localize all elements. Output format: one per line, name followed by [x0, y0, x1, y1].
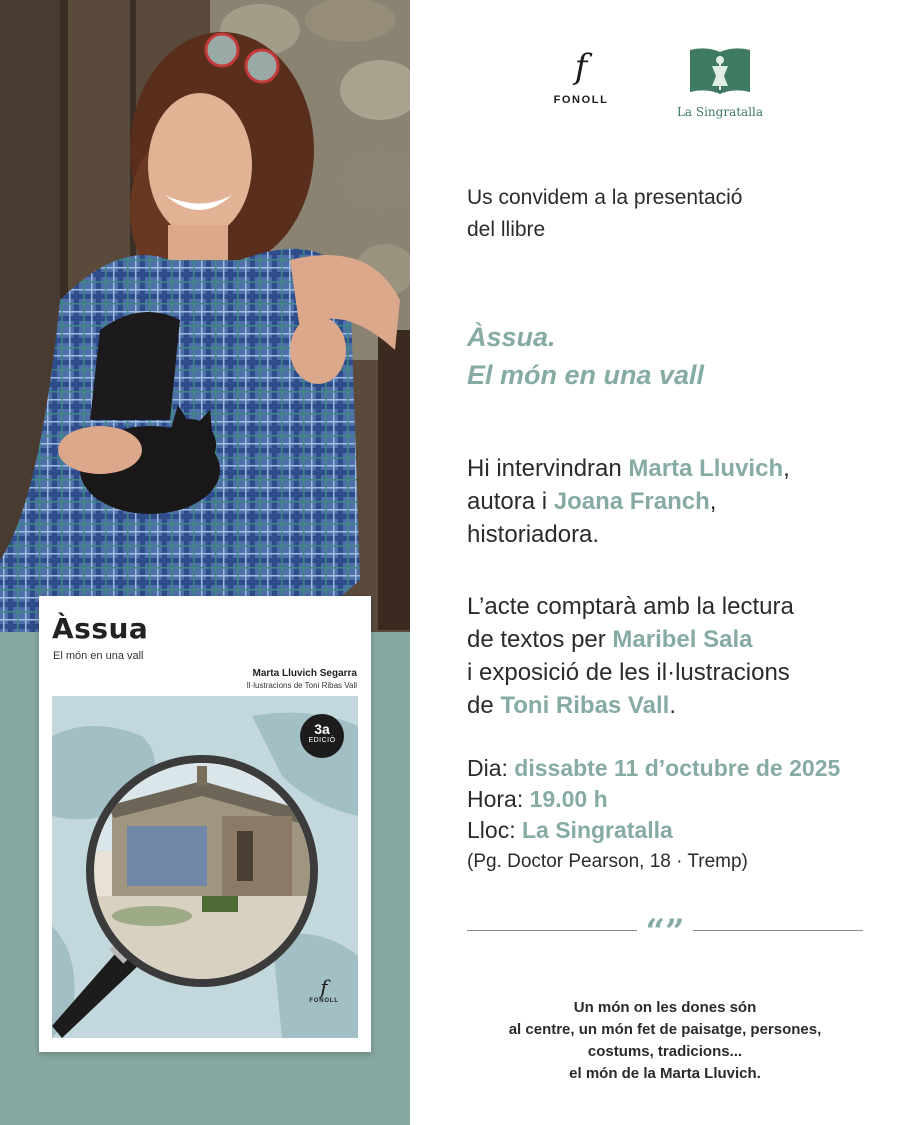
place-row [467, 815, 897, 846]
edition-badge [300, 714, 344, 758]
fonoll-logo-letter: f [574, 47, 588, 87]
act-line-1: L’acte comptarà amb la lectura [467, 593, 794, 620]
invitation-text [467, 182, 867, 246]
act-line-2-pre: de textos per [467, 626, 613, 653]
quote-marks-icon: “” [645, 912, 685, 952]
speakers-intro: Hi intervindran [467, 455, 629, 482]
day-row [467, 753, 897, 784]
book-cover-publisher-logo [304, 976, 344, 1004]
logos-row [550, 44, 770, 124]
book-cover-illustrator: Il·lustracions de Toni Ribas Vall [246, 681, 357, 690]
book-cover-logo-letter: f [320, 975, 328, 999]
invitation-line-1: Us convidem a la presentació [467, 186, 743, 209]
book-cover-subtitle: El món en una vall [53, 650, 144, 662]
book-heading [467, 318, 867, 394]
quote-line-3: costums, tradicions... [587, 1043, 743, 1060]
book-heading-line-2: El món en una vall [467, 360, 705, 390]
act-line-4-post: . [669, 692, 676, 719]
time-value: 19.00 h [529, 786, 608, 812]
singratalla-book-icon [688, 46, 752, 96]
act-paragraph [467, 590, 887, 722]
quote-line-4: el món de la Marta Lluvich. [569, 1065, 761, 1082]
address: (Pg. Doctor Pearson, 18 · Tremp) [467, 851, 748, 872]
edition-label: EDICIÓ [308, 737, 336, 744]
edition-number: 3a [314, 721, 330, 737]
speakers-line-3: historiadora. [467, 521, 600, 548]
book-cover-author: Marta Lluvich Segarra [252, 668, 357, 679]
fonoll-logo [550, 44, 612, 106]
place-label: Lloc: [467, 817, 522, 843]
fonoll-logo-text: FONOLL [553, 94, 609, 106]
quote-line-1: Un món on les dones són [573, 999, 757, 1016]
speakers-line-2 [467, 485, 887, 518]
closing-quote [467, 997, 863, 1085]
speaker-sep-1: , [783, 455, 790, 482]
act-line-4-pre: de [467, 692, 501, 719]
invitation-line-2: del llibre [467, 218, 546, 241]
speaker-name-1: Marta Lluvich [628, 455, 784, 482]
left-column [0, 0, 410, 1125]
day-label: Dia: [467, 755, 515, 781]
reader-name: Maribel Sala [612, 626, 753, 653]
divider-line-right [693, 930, 863, 931]
illustrator-name: Toni Ribas Vall [500, 692, 670, 719]
singratalla-logo-text: La Singratalla [676, 105, 764, 119]
time-label: Hora: [467, 786, 530, 812]
time-row [467, 784, 897, 815]
book-heading-line-1: Àssua. [467, 322, 556, 352]
divider-line-left [467, 930, 637, 931]
book-cover [39, 596, 371, 1052]
speakers-paragraph [467, 452, 887, 551]
quote-line-2: al centre, un món fet de paisatge, persones, [508, 1021, 822, 1038]
day-value: dissabte 11 d’octubre de 2025 [514, 755, 841, 781]
singratalla-logo [665, 46, 775, 119]
act-line-3: i exposició de les il·lustracions [467, 659, 790, 686]
speakers-text-2: autora i [467, 488, 554, 515]
speakers-line-1 [467, 452, 887, 485]
book-cover-title: Àssua [52, 612, 149, 645]
act-line-2 [467, 623, 887, 656]
speaker-name-2: Joana Franch [553, 488, 710, 515]
act-line-4 [467, 689, 887, 722]
place-value: La Singratalla [521, 817, 673, 843]
event-details [467, 753, 897, 877]
book-cover-logo-text: FONOLL [309, 998, 339, 1004]
speaker-sep-2: , [709, 488, 717, 515]
quote-divider [467, 912, 863, 952]
author-photo [0, 0, 410, 632]
right-column [410, 0, 900, 1125]
